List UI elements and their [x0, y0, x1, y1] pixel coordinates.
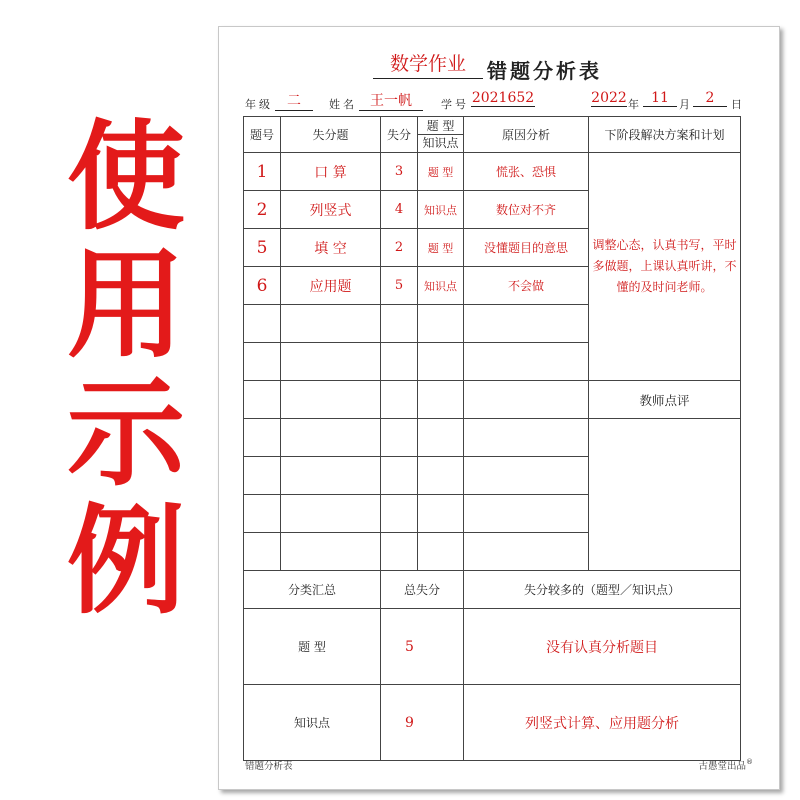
- row-topic: 列竖式: [281, 191, 381, 229]
- header-type-top: 题 型: [426, 119, 455, 133]
- header-plan: 下阶段解决方案和计划: [589, 117, 741, 153]
- row-topic: 口 算: [281, 153, 381, 191]
- row-topic: 应用题: [281, 267, 381, 305]
- row-score: 3: [381, 153, 418, 191]
- row-type: 知识点: [418, 267, 464, 305]
- footer-publisher: [698, 758, 753, 772]
- header-topic: 失分题: [281, 117, 381, 153]
- date-month: 11: [643, 90, 677, 107]
- summary-total-label: 总失分: [381, 571, 464, 609]
- header-score: 失分: [381, 117, 418, 153]
- plan-cell: [589, 153, 741, 381]
- row-type: 知识点: [418, 191, 464, 229]
- row-score: 2: [381, 229, 418, 267]
- date-year: 2022: [591, 90, 627, 106]
- student-info-row: [219, 90, 779, 110]
- table-row-empty: [244, 419, 741, 457]
- year-label: 年: [628, 98, 642, 111]
- sheet-title: [219, 49, 779, 89]
- teacher-comment-area: [589, 419, 741, 571]
- footer-form-name: 错题分析表: [245, 761, 293, 772]
- side-char-2: 用: [66, 236, 185, 374]
- summary-most-label: 失分较多的（题型／知识点）: [464, 571, 741, 609]
- row-num: 6: [244, 267, 281, 305]
- grade-value: 二: [275, 90, 313, 111]
- summary-row: [244, 685, 741, 761]
- table-row-empty: [244, 381, 741, 419]
- registered-mark-icon: ®: [746, 758, 753, 766]
- side-char-1: 使: [66, 108, 185, 246]
- summary-category-label: 分类汇总: [244, 571, 381, 609]
- header-num: 题号: [244, 117, 281, 153]
- summary-row-total: 9: [381, 685, 464, 761]
- summary-row-label: 题 型: [244, 609, 381, 685]
- row-score: 5: [381, 267, 418, 305]
- side-char-3: 示: [66, 364, 185, 502]
- row-num: 1: [244, 153, 281, 191]
- day-label: 日: [731, 98, 745, 111]
- summary-row: [244, 609, 741, 685]
- row-topic: 填 空: [281, 229, 381, 267]
- name-label: 姓名: [329, 98, 357, 111]
- summary-row-note: 列竖式计算、应用题分析: [464, 685, 741, 761]
- name-value: 王一帆: [359, 90, 423, 111]
- id-label: 学号: [441, 98, 469, 111]
- summary-row-total: 5: [381, 609, 464, 685]
- error-analysis-sheet: [218, 26, 780, 790]
- side-char-4: 例: [66, 492, 185, 630]
- table-row: [244, 153, 741, 191]
- row-num: 5: [244, 229, 281, 267]
- error-table: [243, 116, 741, 761]
- header-type-bottom: 知识点: [418, 134, 463, 151]
- grade-label: 年级: [245, 98, 273, 111]
- publisher-name: 古愚堂出品: [698, 761, 746, 772]
- row-type: 题 型: [418, 229, 464, 267]
- summary-header: [244, 571, 741, 609]
- row-type: 题 型: [418, 153, 464, 191]
- row-reason: 慌张、恐惧: [464, 153, 589, 191]
- row-reason: 数位对不齐: [464, 191, 589, 229]
- id-value: 2021652: [471, 90, 535, 106]
- header-type: [418, 117, 464, 153]
- row-score: 4: [381, 191, 418, 229]
- teacher-comment-label: 教师点评: [589, 381, 741, 419]
- summary-row-note: 没有认真分析题目: [464, 609, 741, 685]
- date-day: 2: [693, 90, 727, 107]
- month-label: 月: [679, 98, 693, 111]
- plan-text: 调整心态，认真书写，平时多做题，上课认真听讲，不懂的及时问老师。: [592, 238, 737, 294]
- row-reason: 不会做: [464, 267, 589, 305]
- row-num: 2: [244, 191, 281, 229]
- header-reason: 原因分析: [464, 117, 589, 153]
- row-reason: 没懂题目的意思: [464, 229, 589, 267]
- form-title: 错题分析表: [487, 59, 602, 83]
- summary-row-label: 知识点: [244, 685, 381, 761]
- subject-name: 数学作业: [373, 49, 483, 79]
